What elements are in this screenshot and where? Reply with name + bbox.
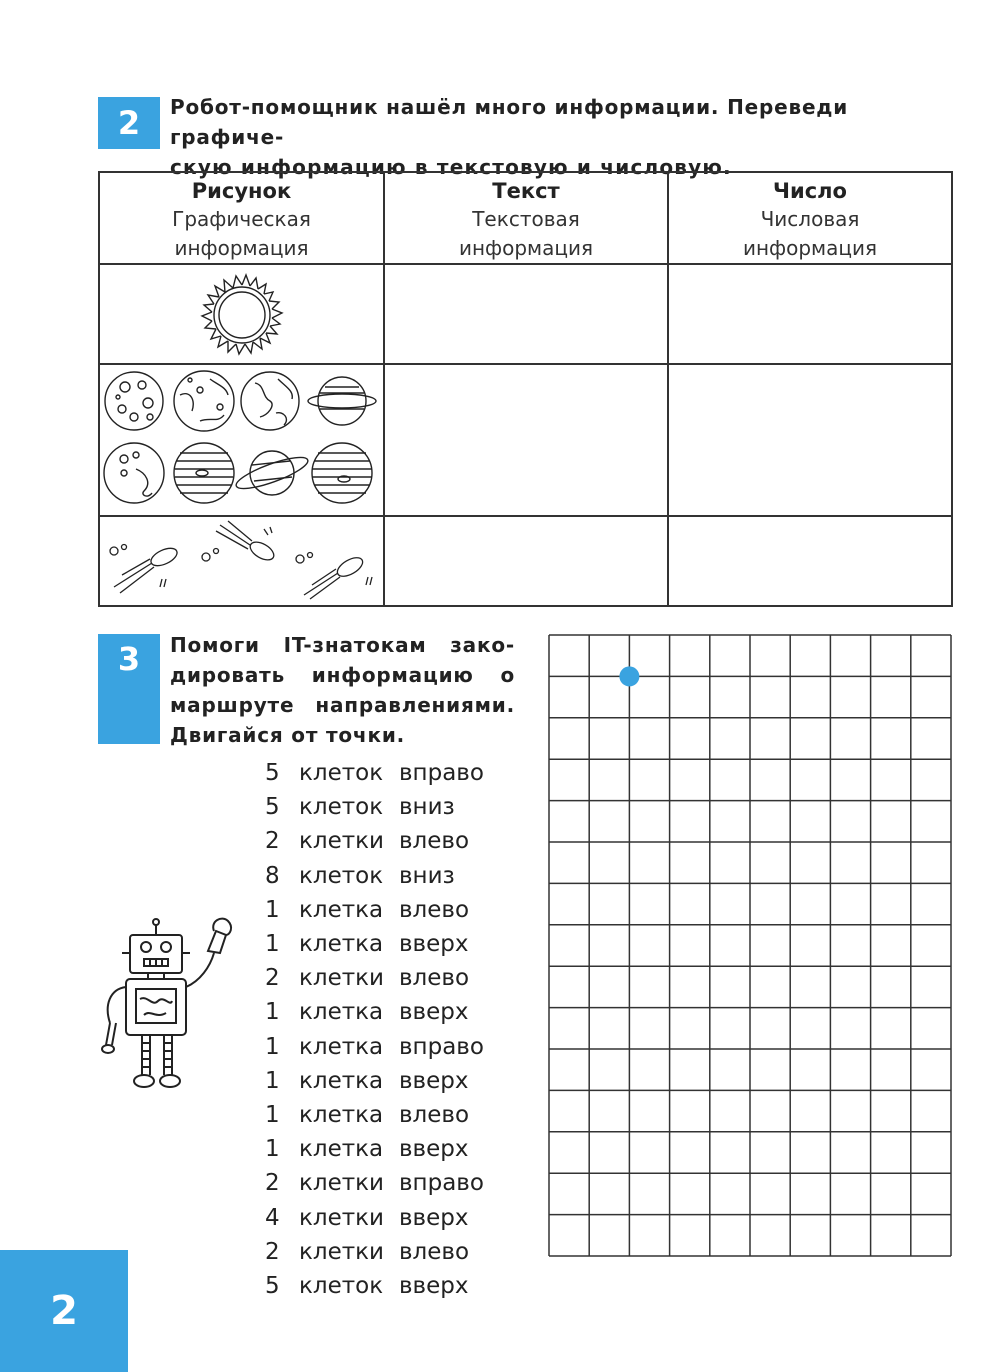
- planets-icon: [100, 365, 383, 515]
- direction-unit: клетки: [299, 965, 384, 992]
- robot-icon: [96, 915, 256, 1100]
- number-answer-cell[interactable]: [668, 516, 952, 606]
- column-subtitle: Текстовая: [472, 207, 580, 231]
- column-header-text: [384, 172, 668, 264]
- direction-unit: клеток: [299, 1272, 384, 1299]
- direction-count: 2: [265, 1238, 280, 1265]
- text-answer-cell[interactable]: [384, 364, 668, 516]
- directions-list: [265, 756, 484, 1303]
- task-2-instruction: [170, 92, 955, 182]
- column-subtitle: информация: [174, 236, 309, 260]
- instruction-line: Двигайся от точки.: [170, 723, 406, 747]
- direction-way: вправо: [399, 760, 484, 787]
- direction-count: 1: [265, 1067, 280, 1094]
- direction-item: [265, 824, 484, 858]
- column-header-picture: [99, 172, 384, 264]
- direction-item: [265, 961, 484, 995]
- sun-picture-cell: [99, 264, 384, 364]
- direction-item: [265, 756, 484, 790]
- direction-count: 2: [265, 828, 280, 855]
- direction-way: влево: [399, 965, 470, 992]
- direction-count: 5: [265, 1272, 280, 1299]
- direction-way: влево: [399, 1238, 470, 1265]
- text-answer-cell[interactable]: [384, 516, 668, 606]
- comets-icon: [100, 517, 383, 605]
- direction-way: вверх: [399, 1272, 469, 1299]
- direction-count: 4: [265, 1204, 280, 1231]
- direction-unit: клетка: [299, 1033, 384, 1060]
- task-3-instruction: [170, 630, 515, 750]
- column-subtitle: информация: [742, 236, 878, 260]
- direction-count: 1: [265, 1136, 280, 1163]
- direction-way: вверх: [399, 1204, 469, 1231]
- sun-icon: [100, 265, 383, 363]
- direction-item: [265, 790, 484, 824]
- direction-count: 2: [265, 965, 280, 992]
- task-number-badge: 3: [98, 634, 160, 744]
- direction-item: [265, 859, 484, 893]
- direction-item: [265, 927, 484, 961]
- grid-canvas[interactable]: [548, 634, 952, 1258]
- information-table: [98, 171, 953, 607]
- direction-count: 5: [265, 760, 280, 787]
- instruction-line: маршруте направлениями.: [170, 693, 515, 717]
- direction-way: вправо: [399, 1033, 484, 1060]
- column-header-number: [668, 172, 952, 264]
- direction-unit: клетки: [299, 1204, 384, 1231]
- direction-unit: клетка: [299, 1067, 384, 1094]
- planets-picture-cell: [99, 364, 384, 516]
- direction-unit: клетка: [299, 931, 384, 958]
- direction-unit: клетка: [299, 999, 384, 1026]
- number-answer-cell[interactable]: [668, 364, 952, 516]
- direction-item: [265, 893, 484, 927]
- direction-item: [265, 1030, 484, 1064]
- column-subtitle: информация: [458, 236, 594, 260]
- direction-unit: клетки: [299, 828, 384, 855]
- task-number-badge: 2: [98, 97, 160, 149]
- direction-item: [265, 1269, 484, 1303]
- text-answer-cell[interactable]: [384, 264, 668, 364]
- direction-unit: клеток: [299, 794, 384, 821]
- direction-count: 1: [265, 896, 280, 923]
- direction-count: 1: [265, 1033, 280, 1060]
- direction-way: вправо: [399, 1170, 484, 1197]
- direction-count: 1: [265, 999, 280, 1026]
- comets-picture-cell: [99, 516, 384, 606]
- column-subtitle: Числовая: [760, 207, 860, 231]
- direction-unit: клетка: [299, 1136, 384, 1163]
- direction-unit: клеток: [299, 760, 384, 787]
- direction-count: 2: [265, 1170, 280, 1197]
- direction-unit: клеток: [299, 862, 384, 889]
- direction-way: влево: [399, 1101, 470, 1128]
- direction-way: вверх: [399, 1136, 469, 1163]
- route-grid[interactable]: [548, 634, 952, 1262]
- instruction-line: дировать информацию о: [170, 663, 515, 687]
- direction-item: [265, 1166, 484, 1200]
- start-point-dot: [619, 666, 639, 686]
- column-title: Число: [773, 179, 847, 203]
- instruction-line: Помоги IT-знатокам зако-: [170, 633, 515, 657]
- direction-count: 5: [265, 794, 280, 821]
- direction-count: 1: [265, 1101, 280, 1128]
- direction-count: 1: [265, 931, 280, 958]
- direction-unit: клетка: [299, 1101, 384, 1128]
- page-number: 2: [0, 1250, 128, 1372]
- instruction-line: скую информацию в текстовую и числовую.: [170, 155, 732, 179]
- column-subtitle: Графическая: [172, 207, 311, 231]
- direction-way: вверх: [399, 1067, 469, 1094]
- direction-way: влево: [399, 896, 470, 923]
- direction-item: [265, 1235, 484, 1269]
- direction-item: [265, 1098, 484, 1132]
- instruction-line: Робот-помощник нашёл много информации. Переведи графиче-: [170, 95, 849, 149]
- direction-item: [265, 995, 484, 1029]
- column-title: Текст: [492, 179, 560, 203]
- direction-unit: клетки: [299, 1238, 384, 1265]
- column-title: Рисунок: [191, 179, 292, 203]
- number-answer-cell[interactable]: [668, 264, 952, 364]
- direction-way: вниз: [399, 862, 455, 889]
- direction-unit: клетки: [299, 1170, 384, 1197]
- direction-way: вверх: [399, 931, 469, 958]
- direction-item: [265, 1064, 484, 1098]
- direction-unit: клетка: [299, 896, 384, 923]
- direction-count: 8: [265, 862, 280, 889]
- direction-way: вниз: [399, 794, 455, 821]
- direction-way: влево: [399, 828, 470, 855]
- direction-item: [265, 1200, 484, 1234]
- direction-way: вверх: [399, 999, 469, 1026]
- direction-item: [265, 1132, 484, 1166]
